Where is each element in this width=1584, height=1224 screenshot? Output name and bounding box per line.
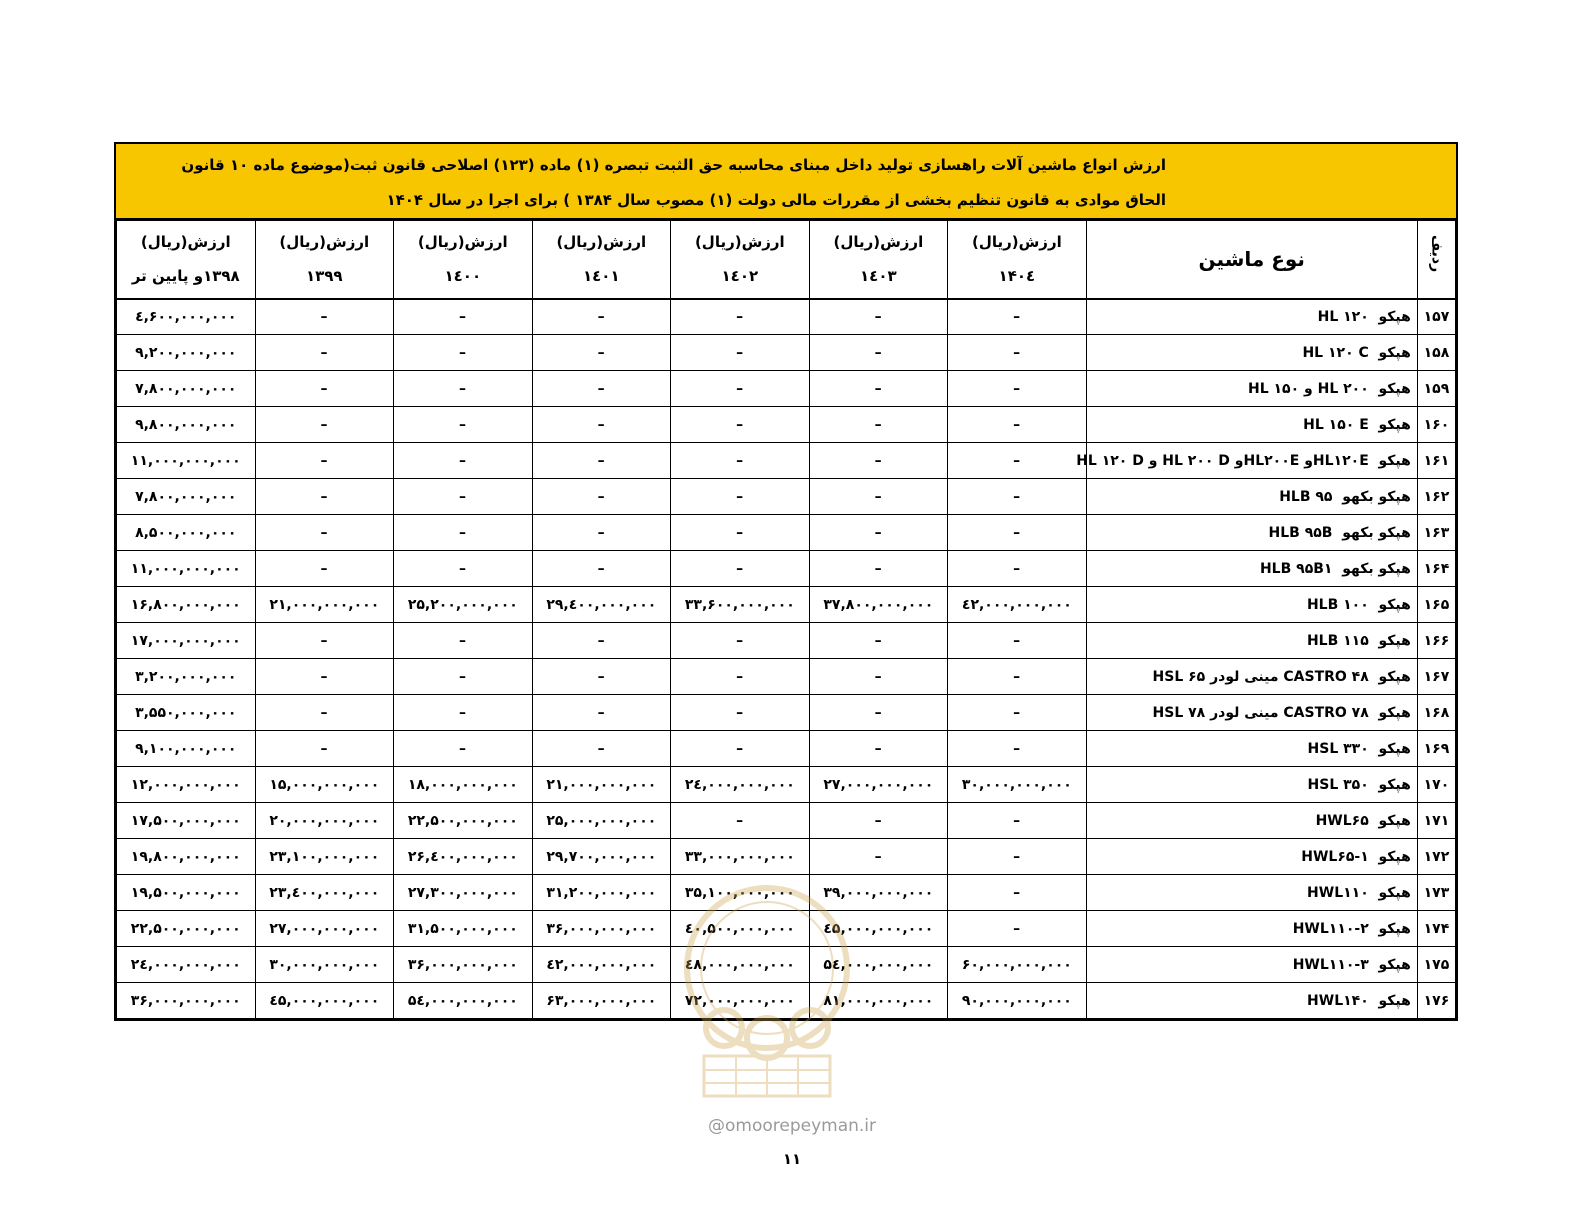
machine-model: HSL ۷۸ مینی لودر CASTRO ۷۸ [1152,704,1369,721]
machine-type-cell [1086,695,1417,731]
machine-type-cell [1086,911,1417,947]
machine-type-cell [1086,479,1417,515]
machine-brand: هپکو بکهو [1342,560,1411,577]
machine-type-cell [1086,875,1417,911]
value-cell: – [532,695,671,731]
value-cell: – [671,803,810,839]
value-cell: ۱۲,۰۰۰,۰۰۰,۰۰۰ [117,767,256,803]
value-cell: – [255,551,394,587]
machine-brand: هپکو [1378,380,1411,397]
value-cell: – [671,551,810,587]
header-year-1398-and-below: ارزش(ریال) ۱۳۹۸و پایین تر [117,221,256,299]
value-cell: ۹۰,۰۰۰,۰۰۰,۰۰۰ [948,983,1087,1019]
machine-brand: هپکو [1378,884,1411,901]
machine-model: HLB ۱۱۵ [1306,632,1369,649]
value-cell: – [809,335,948,371]
value-cell: ۷۲,۰۰۰,۰۰۰,۰۰۰ [671,983,810,1019]
value-cell: – [948,803,1087,839]
row-number: ۱۷۰ [1417,767,1455,803]
value-cell: – [394,623,533,659]
value-cell: ۲۵,۰۰۰,۰۰۰,۰۰۰ [532,803,671,839]
value-cell: – [255,515,394,551]
table-row [117,371,1456,407]
machine-type-cell [1086,623,1417,659]
value-cell: ۳۰,۰۰۰,۰۰۰,۰۰۰ [948,767,1087,803]
value-cell: – [532,371,671,407]
value-cell: ۱۷,۰۰۰,۰۰۰,۰۰۰ [117,623,256,659]
table-title-banner [116,144,1456,220]
value-cell: ۷,۸۰۰,۰۰۰,۰۰۰ [117,479,256,515]
value-cell: – [532,551,671,587]
value-cell: – [394,731,533,767]
value-cell: ۲۹,۷۰۰,۰۰۰,۰۰۰ [532,839,671,875]
value-cell: ۱۵,۰۰۰,۰۰۰,۰۰۰ [255,767,394,803]
value-cell: ۶۰,۰۰۰,۰۰۰,۰۰۰ [948,947,1087,983]
row-number: ۱۶۸ [1417,695,1455,731]
machine-type-cell [1086,659,1417,695]
value-cell: – [394,299,533,335]
value-cell: – [671,335,810,371]
value-cell: – [394,659,533,695]
value-cell: – [671,623,810,659]
machine-model: HLB ۹۵B۱ [1259,560,1333,577]
machine-model: HL ۱۵۰ E [1303,416,1369,433]
value-cell: – [671,479,810,515]
value-cell: – [948,371,1087,407]
table-row [117,551,1456,587]
value-cell: – [394,371,533,407]
value-cell: – [255,443,394,479]
table-row [117,515,1456,551]
machine-brand: هپکو [1378,848,1411,865]
machine-model: HSL ۶۵ مینی لودر CASTRO ۴۸ [1152,668,1369,685]
row-number: ۱۵۷ [1417,299,1455,335]
value-cell: ۸۱,۰۰۰,۰۰۰,۰۰۰ [809,983,948,1019]
machine-type-cell [1086,839,1417,875]
machine-type-cell [1086,803,1417,839]
value-cell: – [394,695,533,731]
value-cell: ۲۳,۱۰۰,۰۰۰,۰۰۰ [255,839,394,875]
value-cell: ۲۷,۰۰۰,۰۰۰,۰۰۰ [809,767,948,803]
value-cell: – [948,551,1087,587]
machine-model: HLB ۱۰۰ [1306,596,1369,613]
machine-model: HL ۱۲۰ C [1302,344,1369,361]
machine-model: HWL۱۱۰ [1307,884,1369,901]
header-year-1401: ارزش(ریال) ۱٤۰۱ [532,221,671,299]
value-cell: ۲۲,۵۰۰,۰۰۰,۰۰۰ [394,803,533,839]
value-cell: – [394,479,533,515]
machine-type-cell [1086,371,1417,407]
value-cell: – [532,659,671,695]
header-year-1400: ارزش(ریال) ۱٤۰۰ [394,221,533,299]
row-number: ۱۵۹ [1417,371,1455,407]
value-cell: ۲۵,۲۰۰,۰۰۰,۰۰۰ [394,587,533,623]
value-cell: – [394,407,533,443]
machine-brand: هپکو [1378,452,1411,469]
value-cell: – [809,803,948,839]
value-cell: – [809,371,948,407]
value-cell: – [948,479,1087,515]
value-cell: – [255,659,394,695]
machine-brand: هپکو [1378,416,1411,433]
value-cell: ٤۲,۰۰۰,۰۰۰,۰۰۰ [948,587,1087,623]
value-cell: – [809,551,948,587]
value-cell: ۷,۸۰۰,۰۰۰,۰۰۰ [117,371,256,407]
value-cell: ۲٤,۰۰۰,۰۰۰,۰۰۰ [671,767,810,803]
value-cell: – [809,695,948,731]
value-cell: ٤۵,۰۰۰,۰۰۰,۰۰۰ [809,911,948,947]
value-cell: – [532,515,671,551]
title-line-2: الحاق موادی به قانون تنظیم بخشی از مقررات مالی دولت (۱) مصوب سال ۱۳۸۴ ) برای اجرا در سال ۱۴۰۴ [386,191,1166,209]
row-number: ۱۶۲ [1417,479,1455,515]
value-cell: – [532,623,671,659]
machine-model: HLB ۹۵ [1279,488,1333,505]
machine-model: HL ۱۲۰ [1317,308,1369,325]
value-cell: – [532,479,671,515]
value-cell: – [255,623,394,659]
machine-brand: هپکو [1378,668,1411,685]
table-row [117,479,1456,515]
value-cell: ۱۹,۸۰۰,۰۰۰,۰۰۰ [117,839,256,875]
machine-brand: هپکو بکهو [1342,524,1411,541]
value-cell: – [532,731,671,767]
machine-brand: هپکو [1378,956,1411,973]
value-cell: – [948,695,1087,731]
value-cell: ۲۷,۰۰۰,۰۰۰,۰۰۰ [255,911,394,947]
value-cell: ۲۹,٤۰۰,۰۰۰,۰۰۰ [532,587,671,623]
machine-model: HL ۱۲۰ D و HL ۲۰۰ D وHL۲۰۰E وHL۱۲۰E [1076,452,1369,469]
header-year-1402: ارزش(ریال) ۱٤۰۲ [671,221,810,299]
table-row [117,623,1456,659]
table-row [117,803,1456,839]
machine-brand: هپکو [1378,704,1411,721]
machine-model: HWL۱۱۰-۲ [1292,920,1369,937]
value-cell: ۸,۵۰۰,۰۰۰,۰۰۰ [117,515,256,551]
value-cell: – [809,731,948,767]
value-cell: – [948,875,1087,911]
machine-model: HWL۶۵ [1315,812,1369,829]
value-cell: – [671,443,810,479]
value-cell: – [394,551,533,587]
value-cell: – [948,335,1087,371]
value-cell: ۲۰,۰۰۰,۰۰۰,۰۰۰ [255,803,394,839]
row-number: ۱۷۶ [1417,983,1455,1019]
machine-brand: هپکو [1378,344,1411,361]
machine-brand: هپکو [1378,920,1411,937]
machine-brand: هپکو [1378,776,1411,793]
value-cell: ۲۱,۰۰۰,۰۰۰,۰۰۰ [255,587,394,623]
value-cell: – [809,623,948,659]
row-number: ۱۶۵ [1417,587,1455,623]
value-cell: ۳۷,۸۰۰,۰۰۰,۰۰۰ [809,587,948,623]
row-number: ۱۶۶ [1417,623,1455,659]
value-cell: ۳۶,۰۰۰,۰۰۰,۰۰۰ [532,911,671,947]
value-cell: – [948,731,1087,767]
row-number: ۱۶۳ [1417,515,1455,551]
value-cell: – [948,299,1087,335]
value-cell: – [948,659,1087,695]
machine-type-cell [1086,299,1417,335]
value-cell: ۲۲,۵۰۰,۰۰۰,۰۰۰ [117,911,256,947]
row-number: ۱۶۹ [1417,731,1455,767]
value-cell: ۲۶,٤۰۰,۰۰۰,۰۰۰ [394,839,533,875]
table-row [117,299,1456,335]
machine-brand: هپکو [1378,812,1411,829]
table-row [117,731,1456,767]
header-row-number: ردیف [1417,221,1455,299]
value-cell: – [255,695,394,731]
watermark-seal-icon [674,878,860,1102]
machine-type-cell [1086,407,1417,443]
value-cell: – [671,299,810,335]
machine-brand: هپکو [1378,992,1411,1009]
value-cell: ۳۶,۰۰۰,۰۰۰,۰۰۰ [117,983,256,1019]
value-cell: – [948,623,1087,659]
row-number: ۱۶۱ [1417,443,1455,479]
value-cell: – [671,407,810,443]
machine-type-cell [1086,335,1417,371]
machine-type-cell [1086,587,1417,623]
table-row [117,695,1456,731]
value-cell: – [671,731,810,767]
row-number: ۱۷۱ [1417,803,1455,839]
row-number: ۱۷۲ [1417,839,1455,875]
value-cell: – [255,731,394,767]
value-cell: – [948,911,1087,947]
row-number: ۱۶۰ [1417,407,1455,443]
table-row [117,767,1456,803]
value-cell: ۱۶,۸۰۰,۰۰۰,۰۰۰ [117,587,256,623]
value-cell: ۵٤,۰۰۰,۰۰۰,۰۰۰ [394,983,533,1019]
value-cell: – [255,335,394,371]
value-cell: – [671,659,810,695]
value-cell: – [948,443,1087,479]
machine-model: HWL۶۵-۱ [1301,848,1369,865]
value-cell: – [255,407,394,443]
value-cell: ۱۹,۵۰۰,۰۰۰,۰۰۰ [117,875,256,911]
machine-type-cell [1086,767,1417,803]
value-cell: ٤۸,۰۰۰,۰۰۰,۰۰۰ [671,947,810,983]
machine-type-cell [1086,551,1417,587]
value-cell: – [255,371,394,407]
value-cell: – [809,839,948,875]
value-cell: – [948,839,1087,875]
value-cell: – [809,407,948,443]
value-cell: – [255,479,394,515]
row-number: ۱۷۳ [1417,875,1455,911]
value-cell: ۳۱,۲۰۰,۰۰۰,۰۰۰ [532,875,671,911]
machine-model: HWL۱۱۰-۳ [1292,956,1369,973]
machine-model: HSL ۳۳۰ [1307,740,1369,757]
machine-model: HL ۱۵۰ و HL ۲۰۰ [1248,380,1369,397]
machine-brand: هپکو [1378,632,1411,649]
value-cell: ۳۰,۰۰۰,۰۰۰,۰۰۰ [255,947,394,983]
value-cell: ۳۳,۶۰۰,۰۰۰,۰۰۰ [671,587,810,623]
table-row [117,587,1456,623]
value-cell: – [394,443,533,479]
machine-type-cell [1086,515,1417,551]
machine-brand: هپکو بکهو [1342,488,1411,505]
machine-type-cell [1086,947,1417,983]
machine-model: HWL۱۴۰ [1307,992,1369,1009]
value-cell: – [671,371,810,407]
value-cell: ۱۱,۰۰۰,۰۰۰,۰۰۰ [117,551,256,587]
table-row [117,839,1456,875]
value-cell: ۳۵,۱۰۰,۰۰۰,۰۰۰ [671,875,810,911]
machine-type-cell [1076,443,1417,479]
value-cell: ۳۹,۰۰۰,۰۰۰,۰۰۰ [809,875,948,911]
table-row [117,407,1456,443]
header-row [117,221,1456,299]
value-cell: ۲۳,٤۰۰,۰۰۰,۰۰۰ [255,875,394,911]
machine-brand: هپکو [1378,308,1411,325]
machine-brand: هپکو [1378,740,1411,757]
value-cell: ٤۰,۵۰۰,۰۰۰,۰۰۰ [671,911,810,947]
value-cell: ۱۷,۵۰۰,۰۰۰,۰۰۰ [117,803,256,839]
machine-model: HLB ۹۵B [1268,524,1333,541]
value-cell: – [809,299,948,335]
value-cell: ۵٤,۰۰۰,۰۰۰,۰۰۰ [809,947,948,983]
row-number: ۱۶۴ [1417,551,1455,587]
machine-type-cell [1086,731,1417,767]
value-cell: – [394,515,533,551]
value-cell: – [809,515,948,551]
value-cell: ۲۷,۳۰۰,۰۰۰,۰۰۰ [394,875,533,911]
value-cell: ۹,۸۰۰,۰۰۰,۰۰۰ [117,407,256,443]
value-cell: ۶۳,۰۰۰,۰۰۰,۰۰۰ [532,983,671,1019]
value-cell: ۳,۲۰۰,۰۰۰,۰۰۰ [117,659,256,695]
machine-model: HSL ۳۵۰ [1307,776,1369,793]
value-cell: ۲۱,۰۰۰,۰۰۰,۰۰۰ [532,767,671,803]
value-cell: – [532,407,671,443]
value-cell: – [671,515,810,551]
value-cell: ٤۵,۰۰۰,۰۰۰,۰۰۰ [255,983,394,1019]
value-cell: ۳۱,۵۰۰,۰۰۰,۰۰۰ [394,911,533,947]
header-year-1399: ارزش(ریال) ۱۳۹۹ [255,221,394,299]
row-number: ۱۶۷ [1417,659,1455,695]
header-machine-type: نوع ماشین [1086,221,1417,299]
value-cell: – [809,479,948,515]
value-cell: ۹,۱۰۰,۰۰۰,۰۰۰ [117,731,256,767]
value-cell: ٤۲,۰۰۰,۰۰۰,۰۰۰ [532,947,671,983]
value-cell: – [394,335,533,371]
value-cell: – [532,443,671,479]
table-row [117,659,1456,695]
value-cell: ۹,۲۰۰,۰۰۰,۰۰۰ [117,335,256,371]
header-year-1403: ارزش(ریال) ۱٤۰۳ [809,221,948,299]
value-cell: – [532,335,671,371]
value-cell: ۱۱,۰۰۰,۰۰۰,۰۰۰ [117,443,256,479]
value-cell: – [948,407,1087,443]
row-number: ۱۷۵ [1417,947,1455,983]
table-row [117,335,1456,371]
value-cell: – [948,515,1087,551]
value-cell: ۱۸,۰۰۰,۰۰۰,۰۰۰ [394,767,533,803]
value-cell: ۲٤,۰۰۰,۰۰۰,۰۰۰ [117,947,256,983]
machine-brand: هپکو [1378,596,1411,613]
value-cell: ۳۶,۰۰۰,۰۰۰,۰۰۰ [394,947,533,983]
value-cell: – [809,659,948,695]
header-year-1404: ارزش(ریال) ۱۴۰٤ [948,221,1087,299]
value-cell: ۳,۵۵۰,۰۰۰,۰۰۰ [117,695,256,731]
value-cell: – [671,695,810,731]
footer-website: @omoorepeyman.ir [707,1116,877,1136]
value-cell: ٤,۶۰۰,۰۰۰,۰۰۰ [117,299,256,335]
value-cell: – [809,443,948,479]
value-cell: – [532,299,671,335]
row-number: ۱۵۸ [1417,335,1455,371]
value-cell: – [255,299,394,335]
machine-type-cell [1086,983,1417,1019]
row-number: ۱۷۴ [1417,911,1455,947]
title-line-1: ارزش انواع ماشین آلات راهسازی تولید داخل مبنای محاسبه حق الثبت تبصره (۱) ماده (۱۲۳) اصلاحی قانون ثبت(موضوع ماده ۱۰ قانون [181,156,1166,174]
page-number: ۱۱ [782,1150,802,1168]
value-cell: ۳۳,۰۰۰,۰۰۰,۰۰۰ [671,839,810,875]
table-row [117,443,1456,479]
